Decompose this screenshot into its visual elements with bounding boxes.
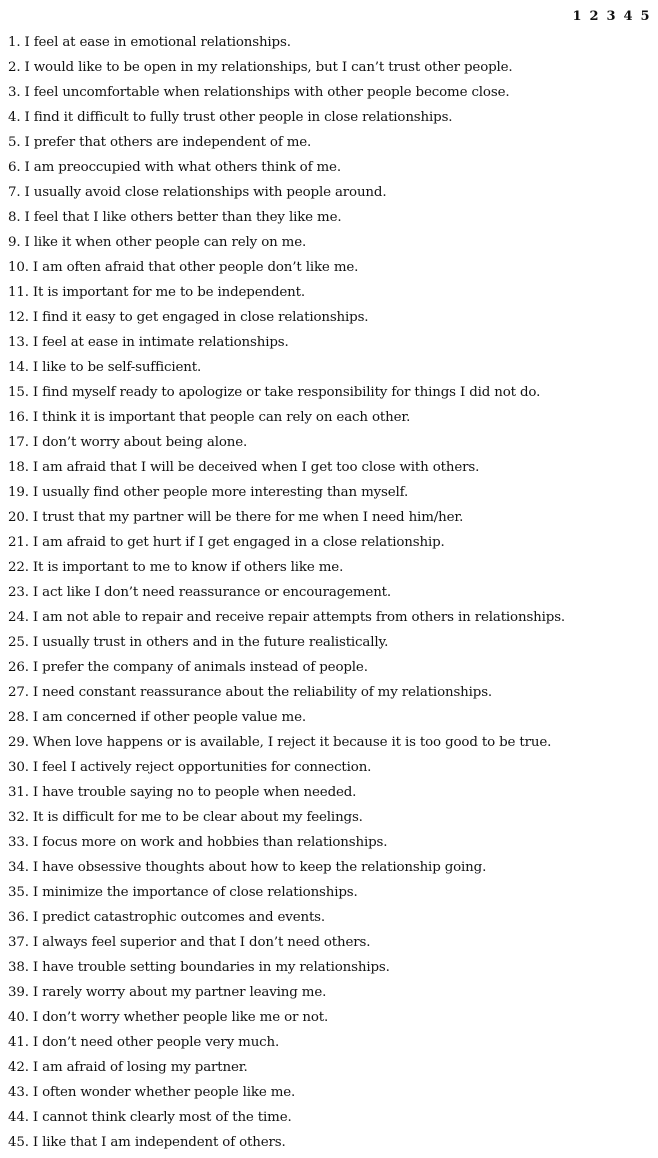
item-number: 7. [8, 185, 21, 200]
questionnaire-item [8, 580, 650, 605]
item-number: 23. [8, 585, 29, 600]
item-number: 34. [8, 860, 29, 875]
item-number: 37. [8, 935, 29, 950]
item-number: 11. [8, 285, 29, 300]
item-statement: I focus more on work and hobbies than relationships. [32, 835, 388, 850]
item-statement: I find myself ready to apologize or take responsibility for things I did not do. [32, 385, 541, 400]
questionnaire-item [8, 805, 650, 830]
questionnaire-item [8, 705, 650, 730]
item-number: 22. [8, 560, 29, 575]
item-number: 24. [8, 610, 29, 625]
questionnaire-item [8, 255, 650, 280]
questionnaire-item [8, 155, 650, 180]
item-statement: I don’t worry whether people like me or not. [32, 1010, 329, 1025]
item-statement: I often wonder whether people like me. [32, 1085, 296, 1100]
item-statement: I am afraid of losing my partner. [32, 1060, 248, 1075]
item-number: 20. [8, 510, 29, 525]
item-number: 44. [8, 1110, 29, 1125]
item-statement: I have trouble saying no to people when needed. [32, 785, 357, 800]
item-number: 3. [8, 85, 21, 100]
item-number: 5. [8, 135, 21, 150]
questionnaire-item [8, 80, 650, 105]
item-number: 12. [8, 310, 29, 325]
item-statement: I like to be self-sufficient. [32, 360, 202, 375]
item-number: 18. [8, 460, 29, 475]
questionnaire-item [8, 880, 650, 905]
questionnaire-item [8, 1130, 650, 1155]
questionnaire-item [8, 430, 650, 455]
questionnaire-item [8, 355, 650, 380]
item-number: 28. [8, 710, 29, 725]
item-statement: I predict catastrophic outcomes and events. [32, 910, 326, 925]
item-statement: I trust that my partner will be there for me when I need him/her. [32, 510, 464, 525]
item-number: 45. [8, 1135, 29, 1150]
questionnaire-item [8, 205, 650, 230]
item-statement: It is important for me to be independent. [32, 285, 305, 300]
item-number: 8. [8, 210, 21, 225]
item-statement: I think it is important that people can rely on each other. [32, 410, 411, 425]
item-number: 6. [8, 160, 21, 175]
item-statement: I have trouble setting boundaries in my relationships. [32, 960, 390, 975]
questionnaire-item [8, 305, 650, 330]
item-number: 43. [8, 1085, 29, 1100]
item-statement: I feel at ease in emotional relationships. [24, 35, 291, 50]
scale-label-1: 1 [572, 9, 582, 24]
item-statement: I like it when other people can rely on me. [24, 235, 307, 250]
item-statement: I feel at ease in intimate relationships. [32, 335, 289, 350]
scale-label-5: 5 [640, 9, 650, 24]
item-statement: I am often afraid that other people don’t like me. [32, 260, 359, 275]
questionnaire-item [8, 1005, 650, 1030]
item-statement: I find it easy to get engaged in close relationships. [32, 310, 369, 325]
item-number: 36. [8, 910, 29, 925]
item-number: 21. [8, 535, 29, 550]
item-number: 19. [8, 485, 29, 500]
item-statement: When love happens or is available, I reject it because it is too good to be true. [32, 735, 552, 750]
item-statement: I am afraid to get hurt if I get engaged in a close relationship. [32, 535, 445, 550]
item-number: 41. [8, 1035, 29, 1050]
questionnaire-item [8, 180, 650, 205]
item-statement: I am not able to repair and receive repair attempts from others in relationships. [32, 610, 566, 625]
item-number: 14. [8, 360, 29, 375]
questionnaire-item [8, 105, 650, 130]
item-number: 35. [8, 885, 29, 900]
item-statement: I prefer that others are independent of me. [24, 135, 312, 150]
item-number: 9. [8, 235, 21, 250]
item-statement: I have obsessive thoughts about how to keep the relationship going. [32, 860, 487, 875]
item-statement: I am concerned if other people value me. [32, 710, 306, 725]
item-number: 17. [8, 435, 29, 450]
item-number: 31. [8, 785, 29, 800]
rating-scale-header [572, 8, 650, 26]
item-statement: It is difficult for me to be clear about my feelings. [32, 810, 363, 825]
item-number: 30. [8, 760, 29, 775]
questionnaire-item [8, 30, 650, 55]
item-statement: I find it difficult to fully trust other people in close relationships. [24, 110, 453, 125]
questionnaire-item [8, 1080, 650, 1105]
questionnaire-item [8, 855, 650, 880]
questionnaire-item [8, 230, 650, 255]
questionnaire-item [8, 280, 650, 305]
questionnaire-item [8, 930, 650, 955]
questionnaire-item [8, 330, 650, 355]
item-statement: I usually find other people more interesting than myself. [32, 485, 409, 500]
item-number: 32. [8, 810, 29, 825]
item-number: 33. [8, 835, 29, 850]
item-number: 29. [8, 735, 29, 750]
questionnaire-item [8, 605, 650, 630]
item-statement: I usually avoid close relationships with people around. [24, 185, 387, 200]
item-number: 2. [8, 60, 21, 75]
questionnaire-item [8, 405, 650, 430]
questionnaire-item [8, 730, 650, 755]
item-number: 4. [8, 110, 21, 125]
questionnaire-item [8, 505, 650, 530]
questionnaire-item [8, 555, 650, 580]
item-statement: I always feel superior and that I don’t need others. [32, 935, 371, 950]
item-statement: I would like to be open in my relationships, but I can’t trust other people. [24, 60, 513, 75]
questionnaire-item-list [8, 30, 650, 1155]
item-statement: I need constant reassurance about the reliability of my relationships. [32, 685, 493, 700]
questionnaire-item [8, 130, 650, 155]
questionnaire-item [8, 780, 650, 805]
item-statement: I feel uncomfortable when relationships with other people become close. [24, 85, 510, 100]
item-statement: I minimize the importance of close relationships. [32, 885, 358, 900]
questionnaire-item [8, 630, 650, 655]
questionnaire-item [8, 530, 650, 555]
item-number: 16. [8, 410, 29, 425]
questionnaire-item [8, 55, 650, 80]
item-number: 25. [8, 635, 29, 650]
item-statement: I am preoccupied with what others think of me. [24, 160, 341, 175]
item-number: 40. [8, 1010, 29, 1025]
questionnaire-item [8, 1055, 650, 1080]
item-number: 26. [8, 660, 29, 675]
item-statement: I like that I am independent of others. [32, 1135, 286, 1150]
scale-label-4: 4 [623, 9, 633, 24]
questionnaire-item [8, 980, 650, 1005]
item-statement: I usually trust in others and in the future realistically. [32, 635, 389, 650]
item-statement: I don’t need other people very much. [32, 1035, 280, 1050]
questionnaire-item [8, 830, 650, 855]
questionnaire-item [8, 655, 650, 680]
item-number: 10. [8, 260, 29, 275]
questionnaire-item [8, 1105, 650, 1130]
item-statement: I rarely worry about my partner leaving me. [32, 985, 327, 1000]
item-number: 27. [8, 685, 29, 700]
questionnaire-item [8, 905, 650, 930]
item-number: 15. [8, 385, 29, 400]
item-number: 1. [8, 35, 21, 50]
item-statement: I act like I don’t need reassurance or encouragement. [32, 585, 392, 600]
item-number: 42. [8, 1060, 29, 1075]
scale-label-2: 2 [589, 9, 599, 24]
questionnaire-item [8, 680, 650, 705]
questionnaire-item [8, 455, 650, 480]
item-number: 39. [8, 985, 29, 1000]
item-statement: I am afraid that I will be deceived when I get too close with others. [32, 460, 480, 475]
item-statement: I prefer the company of animals instead of people. [32, 660, 368, 675]
item-statement: It is important to me to know if others like me. [32, 560, 344, 575]
questionnaire-item [8, 380, 650, 405]
questionnaire-item [8, 955, 650, 980]
item-statement: I feel I actively reject opportunities for connection. [32, 760, 372, 775]
item-number: 13. [8, 335, 29, 350]
item-statement: I cannot think clearly most of the time. [32, 1110, 292, 1125]
item-number: 38. [8, 960, 29, 975]
item-statement: I feel that I like others better than they like me. [24, 210, 342, 225]
questionnaire-item [8, 480, 650, 505]
scale-label-3: 3 [606, 9, 616, 24]
item-statement: I don’t worry about being alone. [32, 435, 248, 450]
questionnaire-item [8, 1030, 650, 1055]
questionnaire-item [8, 755, 650, 780]
